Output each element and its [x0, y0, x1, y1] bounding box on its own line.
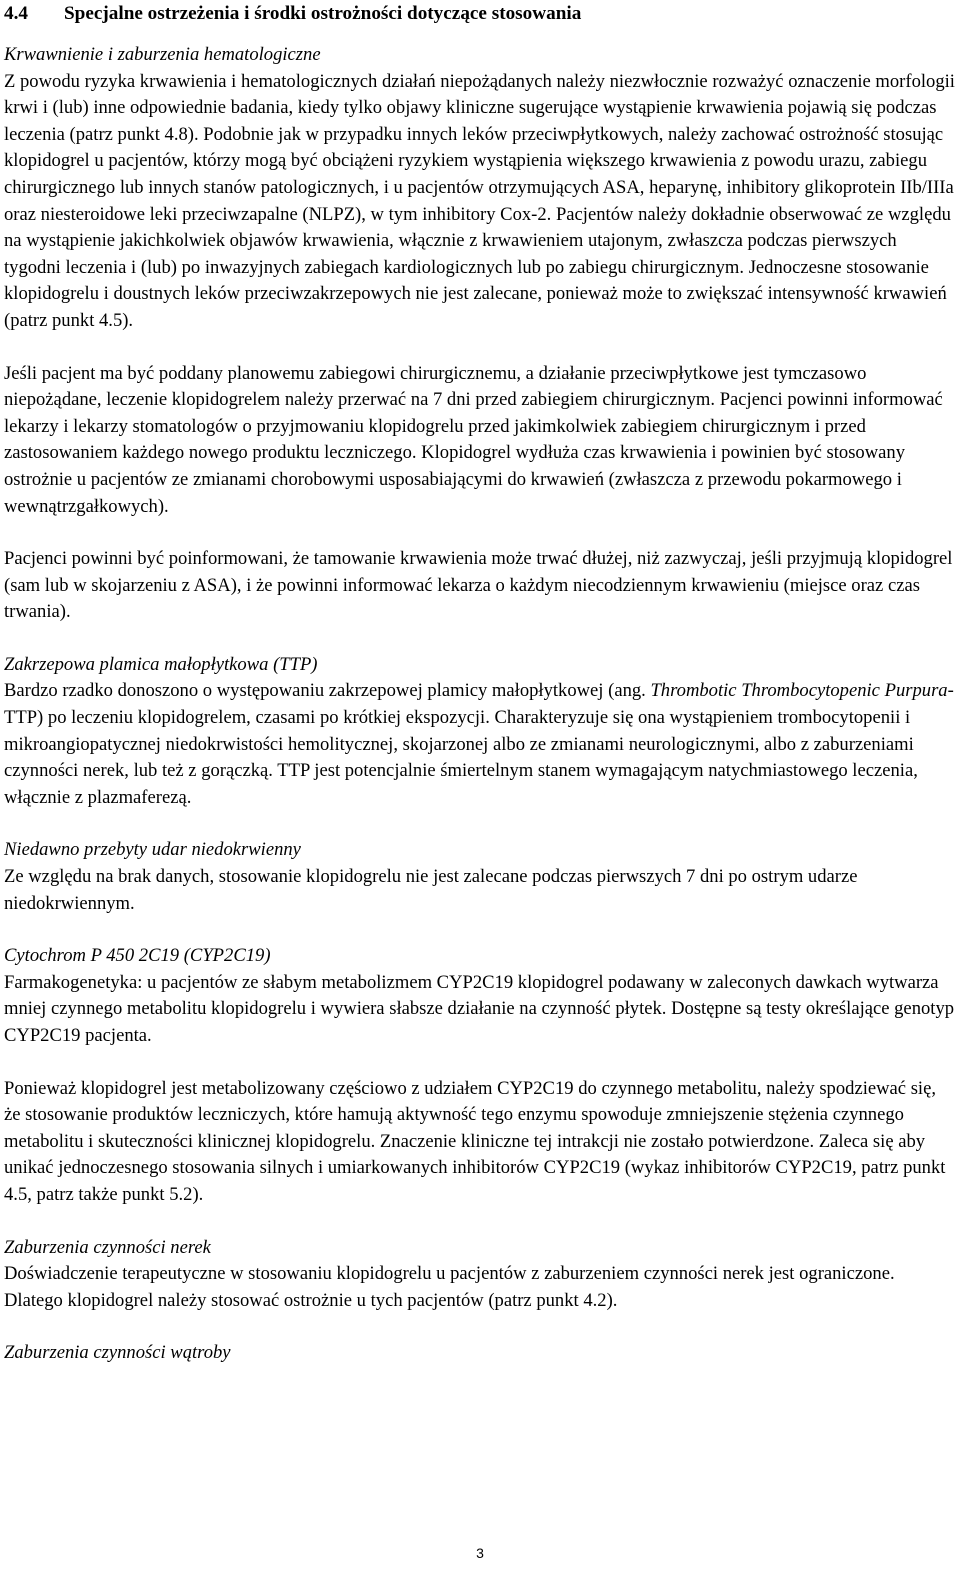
- spacer: [4, 917, 956, 943]
- spacer: [4, 335, 956, 361]
- ttp-text-end: -TTP) po leczeniu klopidogrelem, czasami po krótkiej ekspozycji. Charakteryzuje się ona wystąpieniem trombocytopenii i mikroangiopatycznej niedokrwistości hemolitycznej, skojarzonej albo ze zmianami neurologicznymi, albo z zaburzeniami czynności nerek, lub też z gorączką. TTP jest potencjalnie śmiertelnym stanem wymagającym natychmiastowego leczenia, włącznie z plazmaferezą.: [4, 680, 954, 808]
- subheading-bleeding: Krwawnienie i zaburzenia hematologiczne: [4, 44, 321, 65]
- spacer: [4, 520, 956, 546]
- ttp-text-italic: Thrombotic Thrombocytopenic Purpura: [650, 680, 948, 702]
- page-number: 3: [476, 1545, 484, 1561]
- spacer: [4, 811, 956, 837]
- paragraph-cyp-1: Farmakogenetyka: u pacjentów ze słabym metabolizmem CYP2C19 klopidogrel podawany w zaleconych dawkach wytwarza mniej czynnego metabolitu klopidogrelu i wywiera słabsze działanie na czynność płytek. Dostępne są testy określające genotyp CYP2C19 pacjenta.: [4, 971, 955, 1046]
- spacer: [4, 28, 956, 42]
- subheading-hepatic: Zaburzenia czynności wątroby: [4, 1342, 231, 1364]
- paragraph-renal: Doświadczenie terapeutyczne w stosowaniu klopidogrelu u pacjentów z zaburzeniem czynności nerek jest ograniczone. Dlatego klopidogrel należy stosować ostrożnie u tych pacjentów (patrz punkt 4.2).: [4, 1263, 895, 1311]
- section-number: 4.4: [4, 3, 28, 24]
- paragraph-ttp: [4, 678, 956, 811]
- spacer: [4, 1209, 956, 1235]
- spacer: [4, 1314, 956, 1340]
- paragraph-bleeding-3: Pacjenci powinni być poinformowani, że tamowanie krwawienia może trwać dłużej, niż zazwyczaj, jeśli przyjmują klopidogrel (sam lub w skojarzeniu z ASA), i że powinni informować lekarza o każdym niecodziennym krwawieniu (miejsce oraz czas trwania).: [4, 548, 953, 623]
- subheading-renal: Zaburzenia czynności nerek: [4, 1236, 211, 1258]
- subheading-ttp: Zakrzepowa plamica małopłytkowa (TTP): [4, 653, 318, 675]
- ttp-text-start: Bardzo rzadko donoszono o występowaniu zakrzepowej plamicy małopłytkowej (ang.: [4, 680, 651, 702]
- section-heading: [4, 0, 956, 28]
- spacer: [4, 1050, 956, 1076]
- section-title: Specjalne ostrzeżenia i środki ostrożności dotyczące stosowania: [64, 3, 582, 24]
- paragraph-bleeding-2: Jeśli pacjent ma być poddany planowemu zabiegowi chirurgicznemu, a działanie przeciwpłytkowe jest tymczasowo niepożądane, leczenie klopidogrelem należy przerwać na 7 dni przed zabiegiem chirurgicznym. Pacjenci powinni informować lekarzy i lekarzy stomatologów o przyjmowaniu klopidogrelu przed jakimkolwiek zabiegiem chirurgicznym i przed zastosowaniem każdego nowego produktu leczniczego. Klopidogrel wydłuża czas krwawienia i powinien być stosowany ostrożnie u pacjentów ze zmianami chorobowymi usposabiającymi do krwawień (zwłaszcza z przewodu pokarmowego i wewnątrzgałkowych).: [4, 362, 943, 517]
- paragraph-cyp-2: Ponieważ klopidogrel jest metabolizowany częściowo z udziałem CYP2C19 do czynnego metabolitu, należy spodziewać się, że stosowanie produktów leczniczych, które hamują aktywność tego enzymu spowoduje zmniejszenie stężenia czynnego metabolitu i skuteczności klinicznej klopidogrelu. Znaczenie kliniczne tej intrakcji nie zostało potwierdzone. Zaleca się aby unikać jednoczesnego stosowania silnych i umiarkowanych inhibitorów CYP2C19 (wykaz inhibitorów CYP2C19, patrz punkt 4.5, patrz także punkt 5.2).: [4, 1077, 946, 1205]
- spacer: [4, 626, 956, 652]
- paragraph-stroke: Ze względu na brak danych, stosowanie klopidogrelu nie jest zalecane podczas pierwszych 7 dni po ostrym udarze niedokrwiennym.: [4, 866, 858, 914]
- paragraph-bleeding-1: Z powodu ryzyka krwawienia i hematologicznych działań niepożądanych należy niezwłocznie rozważyć oznaczenie morfologii krwi i (lub) inne odpowiednie badania, kiedy tylko objawy kliniczne sugerujące wystąpienie krwawienia pojawią się podczas leczenia (patrz punkt 4.8). Podobnie jak w przypadku innych leków przeciwpłytkowych, należy zachować ostrożność stosując klopidogrel u pacjentów, którzy mogą być obciążeni ryzykiem wystąpienia większego krwawienia z powodu urazu, zabiegu chirurgicznego lub innych stanów patologicznych, i u pacjentów otrzymujących ASA, heparynę, inhibitory glikoprotein IIb/IIIa oraz niesteroidowe leki przeciwzapalne (NLPZ), w tym inhibitory Cox-2. Pacjentów należy dokładnie obserwować ze względu na wystąpienie jakichkolwiek objawów krwawienia, włącznie z krwawieniem utajonym, zwłaszcza podczas pierwszych tygodni leczenia i (lub) po inwazyjnych zabiegach kardiologicznych lub po zabiegu chirurgicznym. Jednoczesne stosowanie klopidogrelu i doustnych leków przeciwzakrzepowych nie jest zalecane, ponieważ może to zwiększać intensywność krwawień (patrz punkt 4.5).: [4, 70, 955, 331]
- subheading-stroke: Niedawno przebyty udar niedokrwienny: [4, 839, 301, 861]
- subheading-cyp: Cytochrom P 450 2C19 (CYP2C19): [4, 945, 271, 967]
